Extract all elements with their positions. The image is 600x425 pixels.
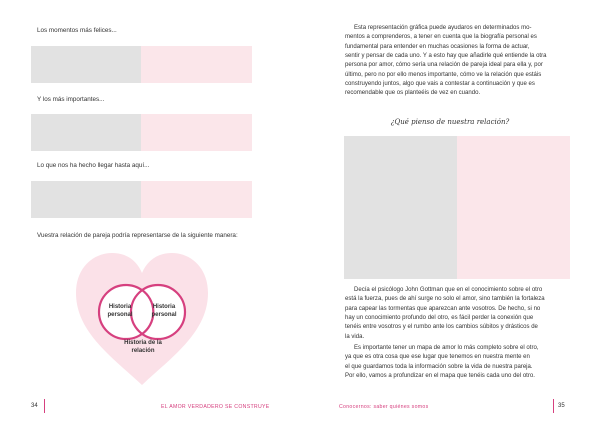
intro-line: construyendo juntos, algo que vais a contestar a continuación y que es	[345, 81, 535, 88]
gottman-line: hay un conocimiento profundo del otro, es fácil perder la conexión que	[345, 315, 534, 322]
heart-diagram	[72, 247, 212, 387]
circle-left-label: Historia personal	[107, 304, 133, 318]
answer-box-pink-2[interactable]	[141, 114, 252, 151]
gottman-line: tenéis entre vosotros y el rumbo ante los cambios súbitos y drásticos de	[345, 324, 538, 331]
footer-rule-left	[44, 399, 45, 413]
label-happiest-moments: Los momentos más felices...	[37, 27, 117, 34]
love-map-line: el que guardamos toda la información sobre la vida de nuestra pareja.	[345, 363, 533, 370]
gottman-line: la vida.	[345, 333, 365, 340]
answer-box-pink-large[interactable]	[457, 136, 570, 279]
intro-line: mentos a comprenderos, a tener en cuenta que la biografía personal es	[345, 34, 537, 41]
love-map-line: Es importante tener un mapa de amor lo más completo sobre el otro,	[354, 345, 539, 351]
gottman-line: está la fuerza, pues de ahí surge no solo el amor, sino también la fortaleza	[345, 296, 545, 303]
intro-line: Esta representación gráfica puede ayudaros en determinados mo-	[354, 25, 532, 31]
answer-box-pink-3[interactable]	[141, 181, 252, 218]
label-how-we-got-here: Lo que nos ha hecho llegar hasta aquí...	[37, 162, 150, 169]
footer-title-right: Conocernos: saber quiénes somos	[339, 404, 429, 410]
intersection-label: Historia de la relación	[124, 340, 162, 354]
answer-box-grey-1[interactable]	[31, 46, 141, 83]
answer-box-pink-1[interactable]	[141, 46, 252, 83]
love-map-line: ya que es otra cosa que ese lugar que tenemos en nuestra mente en	[345, 354, 530, 361]
page-number-right: 35	[558, 403, 565, 409]
question-heading: ¿Qué pienso de nuestra relación?	[390, 118, 510, 126]
right-page	[300, 0, 600, 425]
answer-box-grey-2[interactable]	[31, 114, 141, 151]
heart-shape	[72, 247, 212, 387]
love-map-paragraph	[345, 344, 569, 381]
gottman-line: Decía el psicólogo John Gottman que en el conocimiento sobre el otro	[354, 287, 543, 293]
gottman-line: para capear las tormentas que aparezcan ante vosotros. De hecho, si no	[345, 305, 541, 312]
gottman-paragraph	[345, 286, 569, 342]
circle-right-label: Historia personal	[151, 304, 177, 318]
label-relationship-representation: Vuestra relación de pareja podría representarse de la siguiente manera:	[37, 232, 238, 239]
intro-line: fundamental para entender en muchas ocasiones la forma de actuar,	[345, 43, 530, 50]
love-map-line: Por ello, vamos a profundizar en el mapa que tenéis cada uno del otro.	[345, 373, 535, 380]
intro-paragraph	[345, 24, 569, 99]
page-number-left: 34	[31, 403, 38, 409]
answer-box-grey-large[interactable]	[344, 136, 457, 279]
footer-rule-right	[553, 399, 554, 413]
intro-line: persona por amor, cómo sería una relación de pareja ideal para ella y, por	[345, 62, 543, 69]
intro-line: sentir y pensar de cada uno. Y a esto hay que añadirle qué entiende la otra	[345, 53, 547, 60]
intro-line: último, pero no por ello menos importante, cómo ve la relación que estáis	[345, 71, 542, 78]
intro-line: recomendable que os planteéis de vez en cuando.	[345, 90, 481, 97]
label-most-important: Y los más importantes...	[37, 96, 105, 103]
answer-box-grey-3[interactable]	[31, 181, 141, 218]
footer-title-left: EL AMOR VERDADERO SE CONSTRUYE	[161, 404, 270, 410]
